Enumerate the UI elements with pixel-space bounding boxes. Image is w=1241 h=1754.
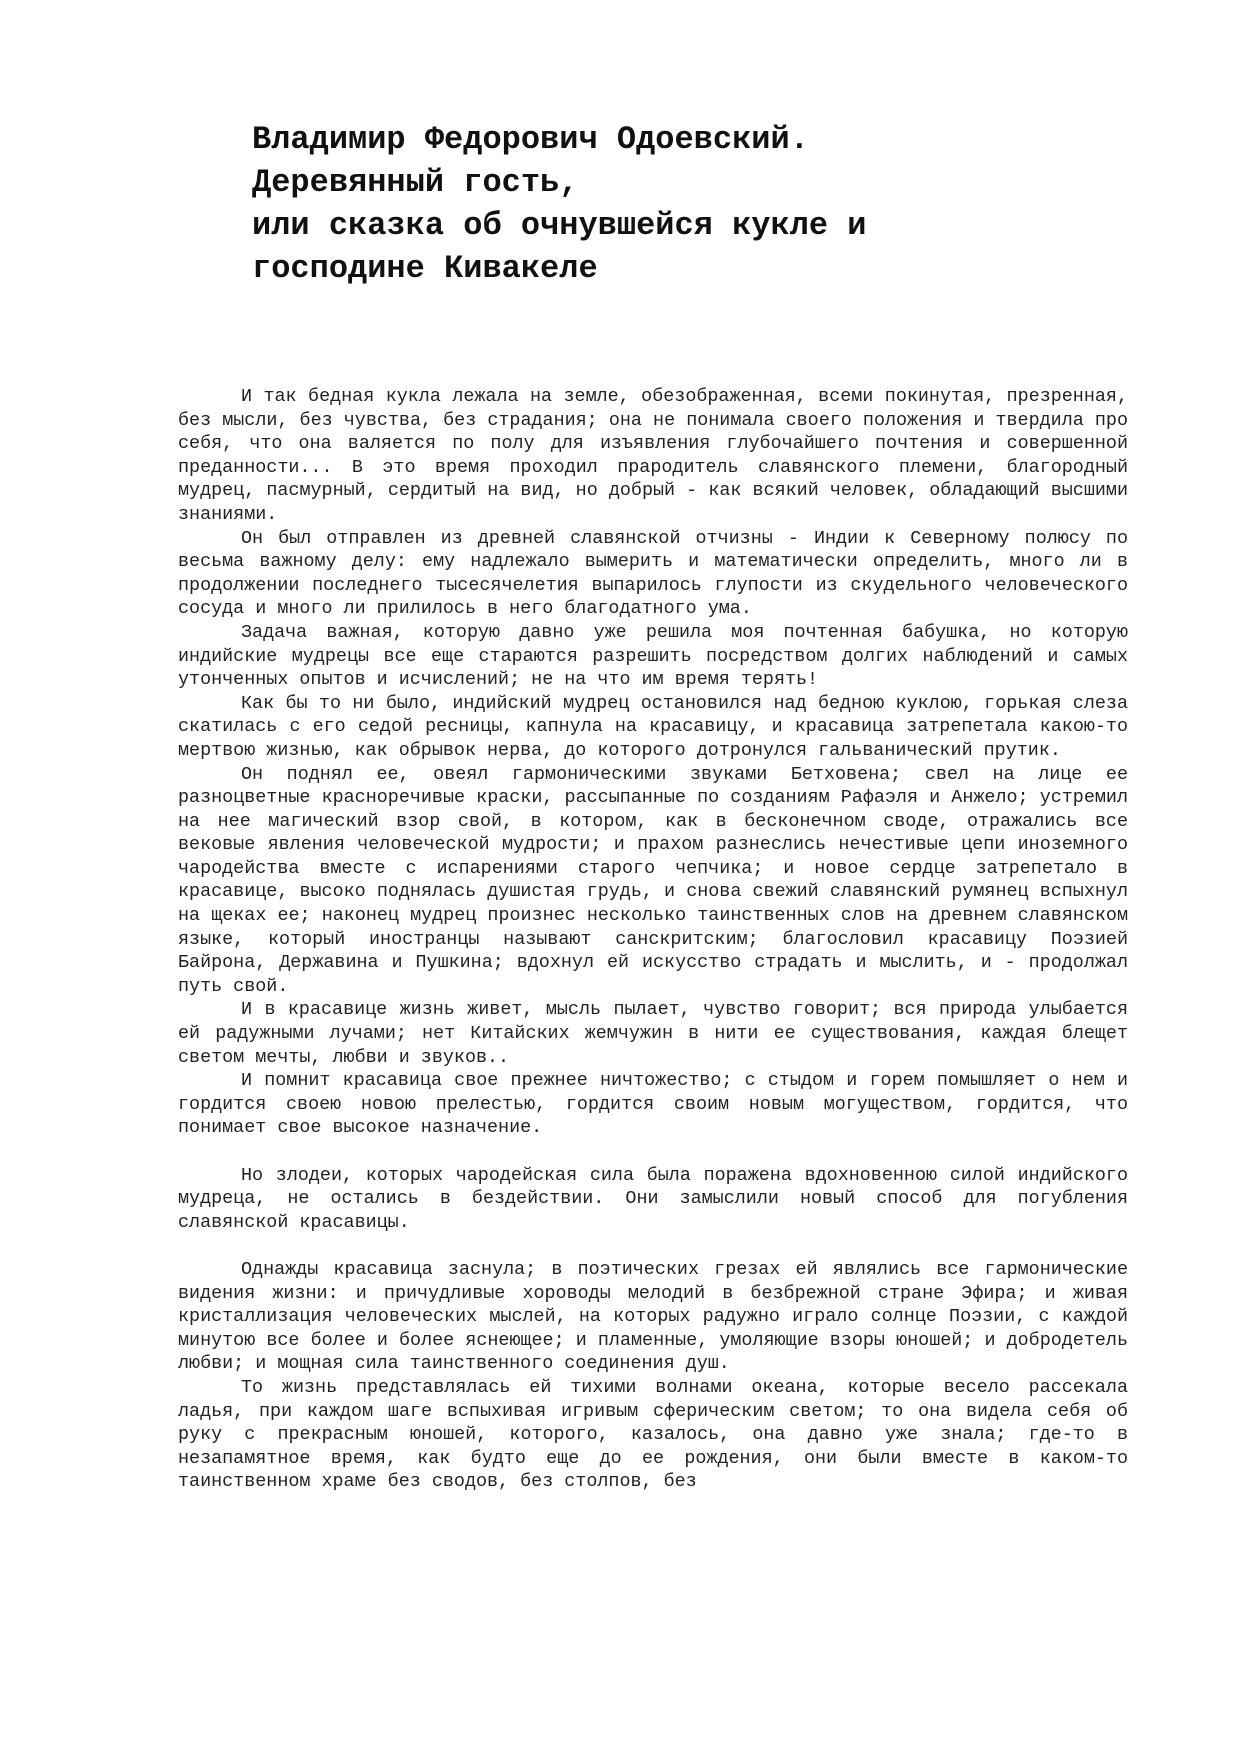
paragraph: И помнит красавица свое прежнее ничтожество; с стыдом и горем помышляет о нем и гордится своею новою прелестью, гордится своим новым могуществом, гордится, что понимает свое высокое назначение. (178, 1070, 1128, 1139)
title-line-1: Деревянный гость, (252, 164, 579, 201)
paragraph: Он поднял ее, овеял гармоническими звуками Бетховена; свел на лице ее разноцветные красноречивые краски, рассыпанные по созданиям Рафаэля и Анжело; устремил на нее магический взор свой, в котором, как в бесконечном своде, отражались все вековые явления человеческой мудрости; и прахом разнеслись нечестивые цепи иноземного чародейства вместе с испарениями старого чепчика; и новое сердце затрепетало в красавице, высоко поднялась душистая грудь, и снова свежий славянский румянец вспыхнул на щеках ее; наконец мудрец произнес несколько таинственных слов на древнем славянском языке, который иностранцы называют санскритским; благословил красавицу Поэзией Байрона, Державина и Пушкина; вдохнул ей искусство страдать и мыслить, и - продолжал путь свой. (178, 763, 1128, 997)
paragraph: Как бы то ни было, индийский мудрец остановился над бедною куклою, горькая слеза скатилась с его седой ресницы, капнула на красавицу, и красавица затрепетала какою-то мертвою жизнью, как обрывок нерва, до которого дотронулся гальванический прутик. (178, 692, 1128, 761)
body-text (178, 385, 1128, 1494)
paragraph: И так бедная кукла лежала на земле, обезображенная, всеми покинутая, презренная, без мысли, без чувства, без страдания; она не понимала своего положения и твердила про себя, что она валяется по полу для изъявления глубочайшего почтения и совершенной преданности... В это время проходил прародитель славянского племени, благородный мудрец, пасмурный, сердитый на вид, но добрый - как всякий человек, обладающий высшими знаниями. (178, 386, 1128, 525)
title-author: Владимир Федорович Одоевский. (252, 121, 809, 158)
title-line-2: или сказка об очнувшейся кукле и (252, 207, 867, 244)
document-title (252, 118, 1152, 290)
paragraph: То жизнь представлялась ей тихими волнами океана, которые весело рассекала ладья, при каждом шаге вспыхивая игривым сферическим светом; то она видела себя об руку с прекрасным юношей, которого, казалось, она давно уже знала; где-то в незапамятное время, как будто еще до ее рождения, они были вместе в каком-то таинственном храме без сводов, без столпов, без (178, 1376, 1128, 1493)
paragraph: Задача важная, которую давно уже решила моя почтенная бабушка, но которую индийские мудрецы все еще стараются разрешить посредством долгих наблюдений и самых утонченных опытов и исчислений; не на что им время терять! (178, 621, 1128, 691)
paragraph: Но злодеи, которых чародейская сила была поражена вдохновенною силой индийского мудреца, не остались в бездействии. Они замыслили новый способ для погубления славянской красавицы. (178, 1164, 1128, 1233)
paragraph: Он был отправлен из древней славянской отчизны - Индии к Северному полюсу по весьма важному делу: ему надлежало вымерить и математически определить, много ли в продолжении последнего тысесячелетия выпарилось глупости из скудельного человеческого сосуда и много ли прилилось в него благодатного ума. (178, 527, 1128, 620)
title-line-3: господине Кивакеле (252, 250, 598, 287)
paragraph: Однажды красавица заснула; в поэтических грезах ей являлись все гармонические видения жизни: и причудливые хороводы мелодий в безбрежной стране Эфира; и живая кристаллизация человеческих мыслей, на которых радужно играло солнце Поэзии, с каждой минутою все более и более яснеющее; и пламенные, умоляющие взоры юношей; и добродетель любви; и мощная сила таинственного соединения душ. (178, 1258, 1128, 1375)
paragraph: И в красавице жизнь живет, мысль пылает, чувство говорит; вся природа улыбается ей радужными лучами; нет Китайских жемчужин в нити ее существования, каждая блещет светом мечты, любви и звуков.. (178, 999, 1128, 1068)
